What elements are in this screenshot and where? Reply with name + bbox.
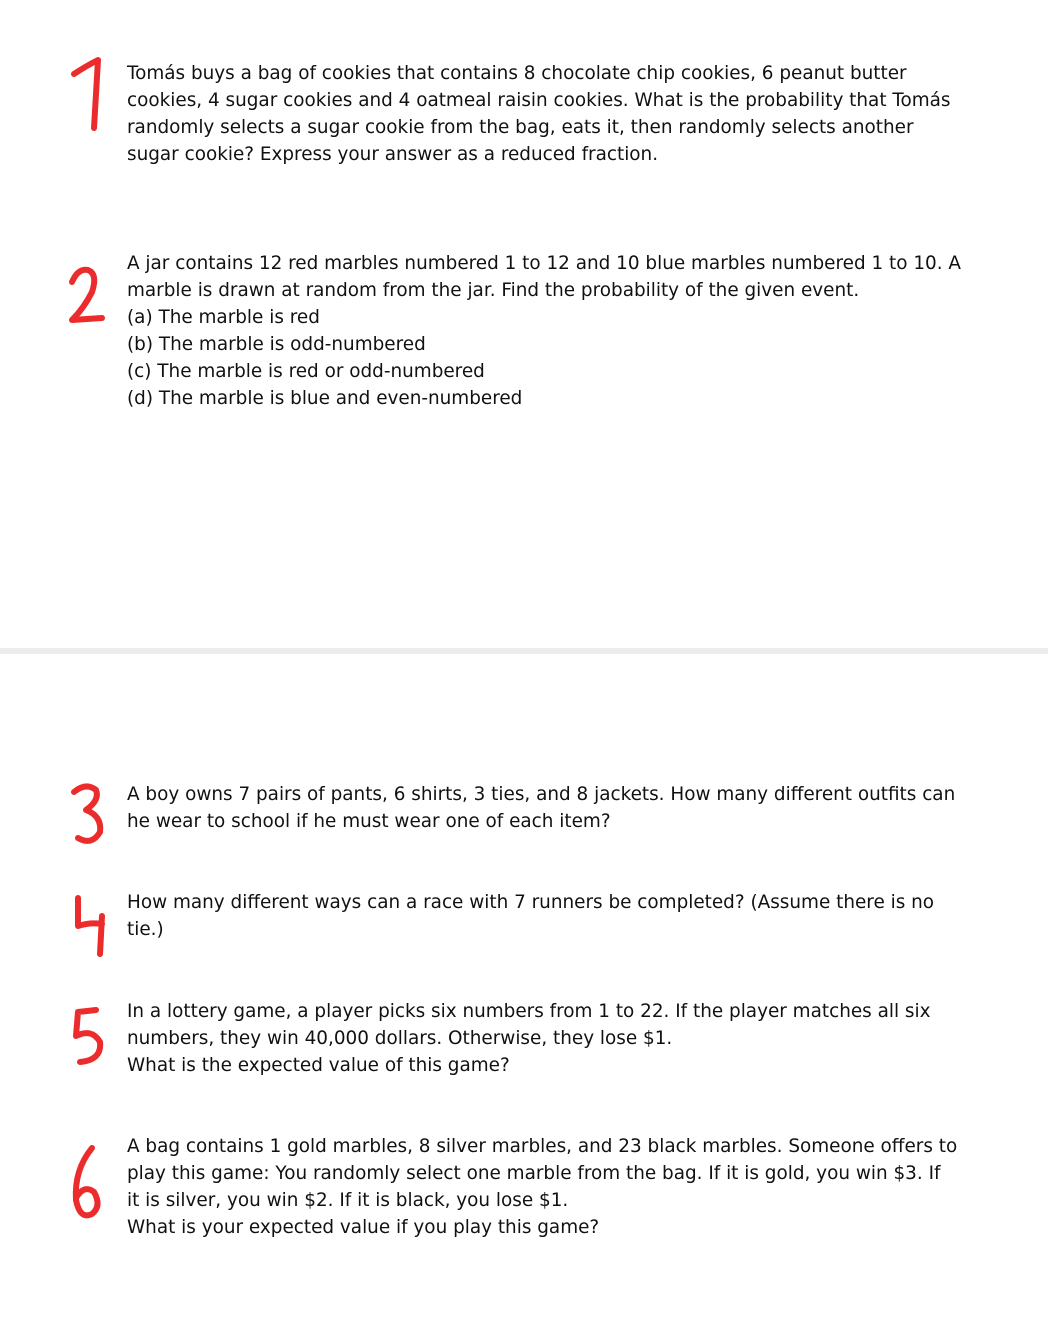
problem-text-line: (b) The marble is odd-numbered [127,334,426,356]
problem-text-line: A bag contains 1 gold marbles, 8 silver marbles, and 23 black marbles. Someone offers to [127,1136,958,1157]
problem-text-line: Tomás buys a bag of cookies that contains 8 chocolate chip cookies, 6 peanut butter [127,63,907,84]
problem-text-line: sugar cookie? Express your answer as a reduced fraction. [127,144,659,166]
problem-6-text [127,1133,962,1241]
problem-text-line: it is silver, you win $2. If it is black, you lose $1. [127,1190,569,1212]
problem-text-line: A boy owns 7 pairs of pants, 6 shirts, 3 ties, and 8 jackets. How many different outfits can [127,784,956,805]
problem-text-line: he wear to school if he must wear one of each item? [127,811,611,833]
page-divider [0,648,1048,654]
problem-text-line: (c) The marble is red or odd-numbered [127,361,485,383]
problem-2-text [127,250,962,413]
problem-text-line: (a) The marble is red [127,307,320,329]
problem-5-text [127,998,962,1079]
problem-text-line: randomly selects a sugar cookie from the bag, eats it, then randomly selects another [127,117,914,139]
problem-text-line: cookies, 4 sugar cookies and 4 oatmeal raisin cookies. What is the probability that Tomás [127,90,951,112]
problem-text-line: How many different ways can a race with 7 runners be completed? (Assume there is no [127,892,935,913]
problem-text-line: In a lottery game, a player picks six numbers from 1 to 22. If the player matches all six [127,1001,931,1022]
problem-text-line: tie.) [127,919,164,941]
problem-text-line: (d) The marble is blue and even-numbered [127,388,523,410]
problem-text-line: numbers, they win 40,000 dollars. Otherwise, they lose $1. [127,1028,673,1050]
problem-text-line: marble is drawn at random from the jar. Find the probability of the given event. [127,280,860,302]
problem-1-text [127,60,962,168]
problem-text-line: play this game: You randomly select one marble from the bag. If it is gold, you win $3. If [127,1163,941,1185]
problem-text-line: What is your expected value if you play this game? [127,1217,600,1239]
handwritten-number-6 [0,0,110,1240]
problem-4-text [127,889,962,943]
problem-text-line: A jar contains 12 red marbles numbered 1 to 12 and 10 blue marbles numbered 1 to 10. A [127,253,962,274]
problem-text-line: What is the expected value of this game? [127,1055,510,1077]
problem-3-text [127,781,962,835]
